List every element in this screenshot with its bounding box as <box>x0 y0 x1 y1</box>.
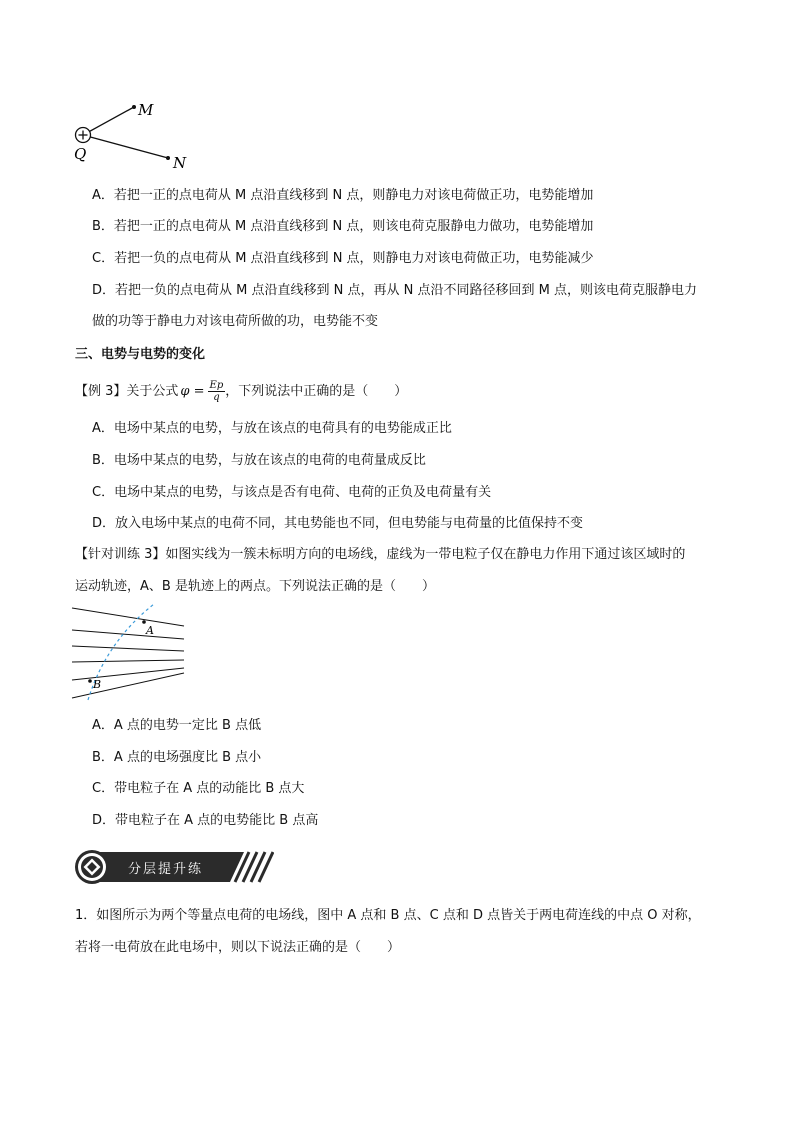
example3-numerator: Ep <box>209 380 224 391</box>
training3-option-b: B．A 点的电场强度比 B 点小 <box>92 750 262 765</box>
training3-line2: 运动轨迹，A、B 是轨迹上的两点。下列说法正确的是（ ） <box>75 579 435 594</box>
banner-logo-icon <box>75 850 109 884</box>
example3-stem <box>75 380 407 403</box>
q1-line2: 若将一电荷放在此电场中，则以下说法正确的是（ ） <box>75 940 401 955</box>
training3-option-a: A．A 点的电势一定比 B 点低 <box>92 718 262 733</box>
training3-option-c: C．带电粒子在 A 点的动能比 B 点大 <box>92 781 305 796</box>
section-title: 三、电势与电势的变化 <box>75 347 206 362</box>
example3-option-c: C．电场中某点的电势，与该点是否有电荷、电荷的正负及电荷量有关 <box>92 485 492 500</box>
example3-denominator: q <box>213 392 220 403</box>
label-q: Q <box>74 145 87 163</box>
training3-option-d: D．带电粒子在 A 点的电势能比 B 点高 <box>92 813 319 828</box>
example3-option-a: A．电场中某点的电势，与放在该点的电荷具有的电势能成正比 <box>92 421 452 436</box>
training3-line1: 【针对训练 3】如图实线为一簇未标明方向的电场线，虚线为一带电粒子仅在静电力作用下通过该区域时的 <box>75 547 686 562</box>
prev-option-a: A．若把一正的点电荷从 M 点沿直线移到 N 点，则静电力对该电荷做正功，电势能增加 <box>92 188 594 203</box>
example3-fraction <box>208 380 226 403</box>
prev-option-c: C．若把一负的点电荷从 M 点沿直线移到 N 点，则静电力对该电荷做正功，电势能减少 <box>92 251 594 266</box>
label-m: M <box>138 101 154 119</box>
example3-option-b: B．电场中某点的电势，与放在该点的电荷的电荷量成反比 <box>92 453 426 468</box>
label-a: A <box>146 624 154 637</box>
q1-line1: 1．如图所示为两个等量点电荷的电场线，图中 A 点和 B 点、C 点和 D 点皆关于两电荷连线的中点 O 对称， <box>75 908 701 923</box>
prev-option-d: D．若把一负的点电荷从 M 点沿直线移到 N 点，再从 N 点沿不同路径移回到 M 点，则该电荷克服静电力 <box>92 283 697 298</box>
point-n <box>166 156 170 160</box>
example3-option-d: D．放入电场中某点的电荷不同，其电势能也不同，但电势能与电荷量的比值保持不变 <box>92 516 584 531</box>
label-n: N <box>173 154 187 172</box>
prev-option-b: B．若把一正的点电荷从 M 点沿直线移到 N 点，则该电荷克服静电力做功，电势能增加 <box>92 219 594 234</box>
label-b: B <box>93 678 102 691</box>
point-m <box>132 105 136 109</box>
example3-phi: φ = <box>180 383 205 399</box>
section-banner <box>74 849 274 885</box>
point-b <box>88 679 92 683</box>
example3-prefix: 【例 3】关于公式 <box>75 383 179 399</box>
banner-title: 分层提升练 <box>128 862 204 877</box>
example3-suffix: ，下列说法中正确的是（ ） <box>225 383 408 399</box>
prev-option-d-cont: 做的功等于静电力对该电荷所做的功，电势能不变 <box>92 314 379 329</box>
charge-diagram <box>70 95 200 175</box>
field-lines-diagram <box>68 602 193 702</box>
